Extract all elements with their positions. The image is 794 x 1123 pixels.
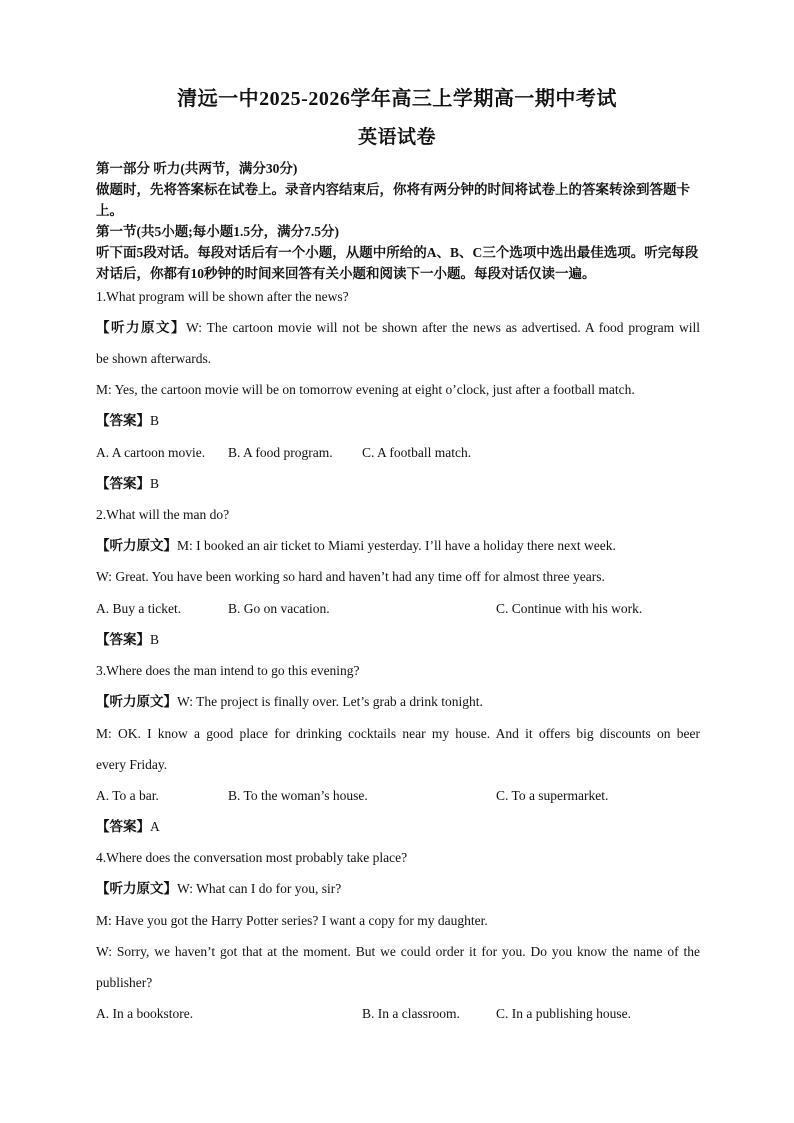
option-c: C. To a supermarket. — [496, 788, 609, 803]
transcript-text: W: The project is finally over. Let’s grab a drink tonight. — [177, 694, 483, 709]
question-2: 2.What will the man do? — [96, 507, 230, 522]
transcript-label: 【听力原文】 — [96, 694, 177, 709]
answer-line — [96, 818, 700, 836]
transcript-line — [96, 693, 700, 711]
option-c: C. In a publishing house. — [496, 1006, 631, 1021]
transcript-line: M: Have you got the Harry Potter series? I want a copy for my daughter. — [96, 913, 488, 928]
transcript-line: be shown afterwards. — [96, 351, 212, 366]
option-b: B. A food program. — [228, 445, 333, 460]
answer-label: 【答案】 — [96, 819, 150, 834]
section-heading: 第一节(共5小题;每小题1.5分，满分7.5分) — [96, 224, 339, 239]
answer-label: 【答案】 — [96, 476, 150, 491]
answer-value: B — [150, 632, 160, 647]
option-b: B. In a classroom. — [362, 1006, 460, 1021]
transcript-line: every Friday. — [96, 757, 168, 772]
option-c: C. Continue with his work. — [496, 601, 643, 616]
option-a: A. Buy a ticket. — [96, 601, 182, 616]
answer-line — [96, 412, 700, 430]
section-instruction: 听下面5段对话。每段对话后有一个小题，从题中所给的A、B、C三个选项中选出最佳选项。听完每段对话后，你都有10秒钟的时间来回答有关小题和阅读下一小题。每段对话仅读一遍。 — [96, 245, 699, 281]
answer-value: A — [150, 819, 160, 834]
transcript-text: W: What can I do for you, sir? — [177, 881, 342, 896]
answer-value: B — [150, 476, 160, 491]
transcript-line: W: Sorry, we haven’t got that at the moment. But we could order it for you. Do you know the name of the — [96, 944, 700, 959]
answer-label: 【答案】 — [96, 632, 150, 647]
answer-line — [96, 475, 700, 493]
transcript-line: publisher? — [96, 975, 153, 990]
transcript-label: 【听力原文】 — [96, 881, 177, 896]
option-a: A. A cartoon movie. — [96, 445, 206, 460]
transcript-line — [96, 537, 700, 555]
option-a: A. To a bar. — [96, 788, 159, 803]
transcript-text: M: I booked an air ticket to Miami yesterday. I’ll have a holiday there next week. — [177, 538, 616, 553]
option-a: A. In a bookstore. — [96, 1006, 194, 1021]
answer-value: B — [150, 413, 160, 428]
part-heading: 第一部分 听力(共两节，满分30分) — [96, 161, 298, 176]
transcript-line: M: OK. I know a good place for drinking cocktails near my house. And it offers big discounts on beer — [96, 726, 700, 741]
transcript-label: 【听力原文】 — [96, 538, 177, 553]
transcript-label: 【听力原文】 — [96, 320, 186, 335]
answer-label: 【答案】 — [96, 413, 150, 428]
option-b: B. To the woman’s house. — [228, 788, 368, 803]
option-c: C. A football match. — [362, 445, 472, 460]
question-4: 4.Where does the conversation most probably take place? — [96, 850, 408, 865]
transcript-line: W: Great. You have been working so hard and haven’t had any time off for almost three years. — [96, 569, 605, 584]
question-3: 3.Where does the man intend to go this evening? — [96, 663, 360, 678]
transcript-line — [96, 880, 700, 898]
exam-title: 清远一中2025-2026学年高三上学期高一期中考试 — [177, 88, 617, 110]
transcript-text: W: The cartoon movie will not be shown after the news as advertised. A food program will — [186, 320, 700, 335]
question-1: 1.What program will be shown after the news? — [96, 289, 349, 304]
answer-line — [96, 631, 700, 649]
exam-subtitle: 英语试卷 — [357, 127, 436, 148]
transcript-line: M: Yes, the cartoon movie will be on tomorrow evening at eight o’clock, just after a football match. — [96, 382, 635, 397]
part-instruction: 做题时，先将答案标在试卷上。录音内容结束后，你将有两分钟的时间将试卷上的答案转涂到答题卡上。 — [96, 182, 690, 218]
transcript-line — [96, 319, 700, 337]
option-b: B. Go on vacation. — [228, 601, 330, 616]
